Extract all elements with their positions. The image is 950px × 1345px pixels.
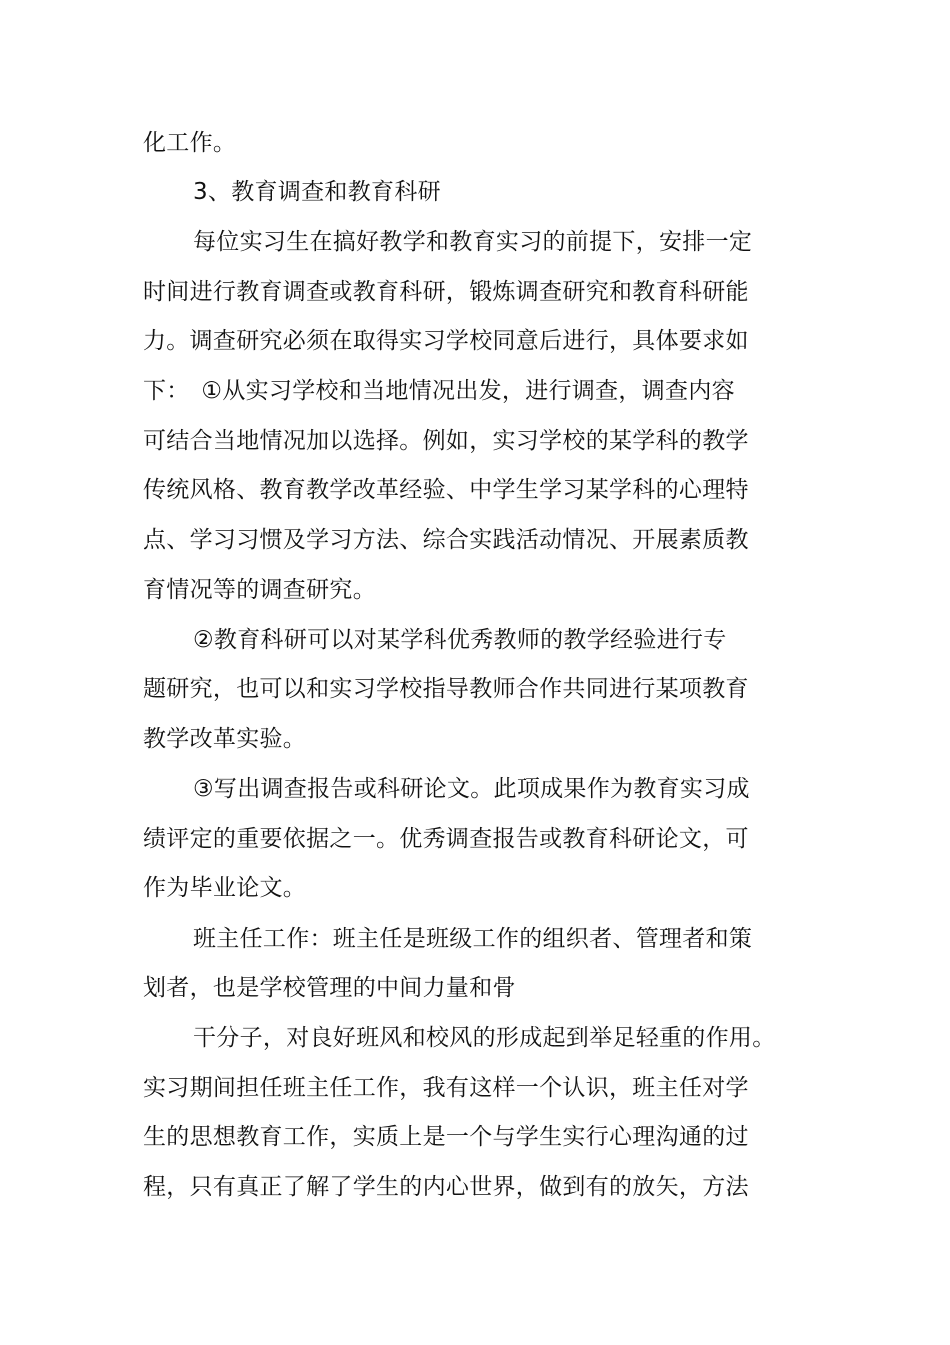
text-line: 划者，也是学校管理的中间力量和骨 bbox=[143, 975, 516, 1001]
text-line: 干分子，对良好班风和校风的形成起到举足轻重的作用。 bbox=[193, 1025, 776, 1051]
text-line: 题研究，也可以和实习学校指导教师合作共同进行某项教育 bbox=[143, 676, 749, 702]
text-line: 生的思想教育工作，实质上是一个与学生实行心理沟通的过 bbox=[143, 1124, 749, 1150]
text-line: 实习期间担任班主任工作，我有这样一个认识，班主任对学 bbox=[143, 1075, 749, 1101]
text-line: 时间进行教育调查或教育科研，锻炼调查研究和教育科研能 bbox=[143, 279, 749, 305]
text-line: 教学改革实验。 bbox=[143, 726, 307, 752]
text-line: 力。调查研究必须在取得实习学校同意后进行，具体要求如 bbox=[143, 328, 749, 354]
text-line: 点、学习习惯及学习方法、综合实践活动情况、开展素质教 bbox=[143, 527, 749, 553]
text-line: 每位实习生在搞好教学和教育实习的前提下，安排一定 bbox=[193, 229, 753, 255]
text-line: 程，只有真正了解了学生的内心世界，做到有的放矢，方法 bbox=[143, 1174, 749, 1200]
text-line: 传统风格、教育教学改革经验、中学生学习某学科的心理特 bbox=[143, 477, 749, 503]
text-line: 班主任工作：班主任是班级工作的组织者、管理者和策 bbox=[193, 926, 753, 952]
text-line: ②教育科研可以对某学科优秀教师的教学经验进行专 bbox=[193, 627, 727, 653]
text-line: 绩评定的重要依据之一。优秀调查报告或教育科研论文，可 bbox=[143, 826, 749, 852]
text-line: 育情况等的调查研究。 bbox=[143, 577, 376, 603]
text-line: ③写出调查报告或科研论文。此项成果作为教育实习成 bbox=[193, 776, 750, 802]
section-heading: 3、教育调查和教育科研 bbox=[193, 179, 441, 205]
text-line: 作为毕业论文。 bbox=[143, 875, 307, 901]
text-line: 可结合当地情况加以选择。例如，实习学校的某学科的教学 bbox=[143, 428, 749, 454]
text-line: 化工作。 bbox=[143, 130, 237, 156]
text-line: 下： ①从实习学校和当地情况出发，进行调查，调查内容 bbox=[143, 378, 735, 404]
